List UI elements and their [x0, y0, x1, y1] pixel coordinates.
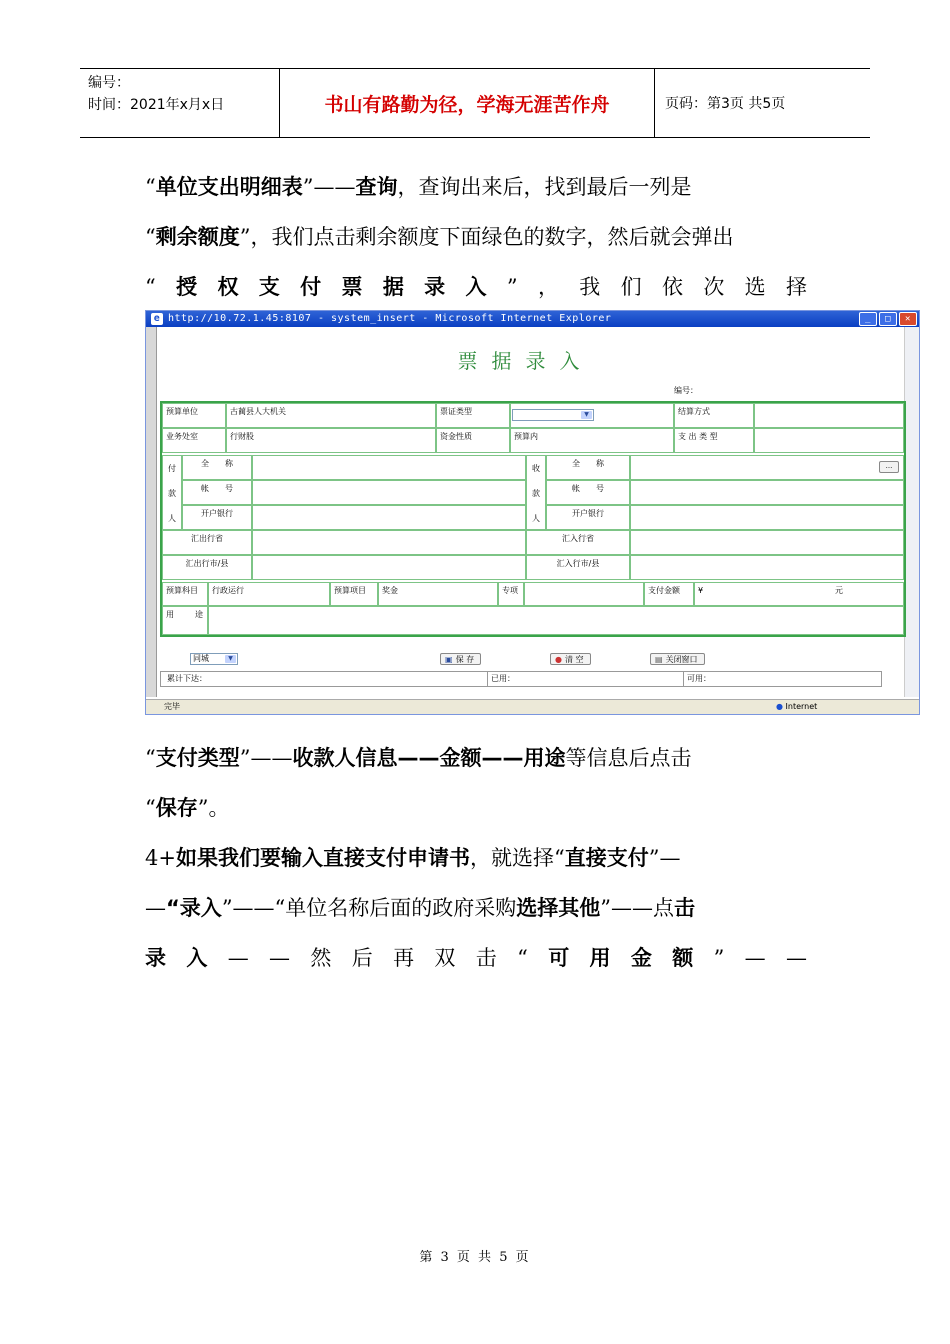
char: 支	[258, 275, 280, 299]
payer-char: 付	[168, 464, 176, 473]
char: 录	[145, 946, 166, 970]
clear-button[interactable]	[550, 653, 591, 665]
payee-char: 款	[532, 489, 540, 498]
voucher-type-cell	[510, 403, 674, 428]
text-run: “	[145, 175, 156, 199]
chevron-down-icon: ▼	[581, 411, 592, 419]
char: 入	[186, 946, 208, 970]
text-line	[145, 783, 807, 833]
special-value[interactable]	[524, 582, 644, 606]
save-button[interactable]	[440, 653, 481, 665]
cumulative-label: 累计下达：	[167, 674, 207, 683]
char: 录	[424, 275, 446, 299]
currency-unit: 元	[835, 586, 843, 595]
minimize-icon[interactable]: _	[859, 312, 877, 326]
bold-run: 单位支出明细表	[155, 175, 303, 199]
payer-char: 人	[168, 514, 176, 523]
purpose-char: 途	[195, 610, 203, 619]
payer-bank-input[interactable]	[252, 505, 526, 530]
save-icon: ▣	[445, 655, 453, 664]
char: 再	[393, 946, 415, 970]
voucher-form	[160, 401, 906, 637]
embedded-screenshot	[145, 310, 920, 715]
department-value[interactable]: 行财股	[226, 428, 436, 453]
text-run: 4+	[145, 846, 176, 870]
serial-label: 编号：	[88, 75, 130, 91]
label-settlement: 结算方式	[674, 403, 754, 428]
maximize-icon[interactable]: □	[879, 312, 897, 326]
payment-amount-input[interactable]	[694, 582, 904, 606]
char: 双	[434, 946, 456, 970]
payee-char: 收	[532, 464, 540, 473]
globe-icon: ●	[776, 702, 783, 711]
label-payer-bank: 开户银行	[182, 505, 252, 530]
label-voucher-type: 票证类型	[436, 403, 510, 428]
budget-subject-value[interactable]: 行政运行	[208, 582, 330, 606]
paragraph-intro	[145, 162, 807, 312]
label-fund-nature: 资金性质	[436, 428, 510, 453]
char: 们	[620, 275, 642, 299]
payer-side-label	[162, 455, 182, 530]
text-line-justified	[145, 262, 807, 312]
status-done: 完毕	[164, 702, 180, 711]
browser-statusbar	[146, 699, 919, 714]
label-payer-name: 全 称	[182, 455, 252, 480]
char: —	[227, 946, 249, 970]
label-payee-bank: 开户银行	[546, 505, 630, 530]
fund-nature-value[interactable]: 预算内	[510, 428, 674, 453]
text-run: ”，我们点击剩余额度下面绿色的数字，然后就会弹出	[239, 225, 734, 249]
available-label: 可用：	[683, 672, 711, 686]
text-run: ”—	[648, 846, 681, 870]
text-run: ”。	[197, 796, 230, 820]
purpose-input[interactable]	[208, 606, 904, 635]
payer-name-input[interactable]	[252, 455, 526, 480]
char: —	[786, 946, 807, 970]
bold-run: 选择其他	[516, 896, 601, 920]
text-line	[145, 733, 807, 783]
label-purpose	[162, 606, 208, 635]
close-icon[interactable]: ✕	[899, 312, 917, 326]
text-line	[145, 833, 807, 883]
char: 票	[341, 275, 363, 299]
char: 然	[310, 946, 332, 970]
paragraph-steps	[145, 733, 807, 983]
char: 击	[475, 946, 497, 970]
char: 选	[744, 275, 766, 299]
char: 付	[300, 275, 322, 299]
payee-bank-input[interactable]	[630, 505, 904, 530]
char: 我	[579, 275, 601, 299]
remit-in-province-input[interactable]	[630, 530, 904, 555]
remit-in-city-input[interactable]	[630, 555, 904, 580]
status-zone-text: Internet	[785, 702, 818, 711]
char: “	[145, 275, 156, 299]
window-controls	[859, 312, 917, 326]
date-label: 时间：2021年x月x日	[88, 97, 225, 113]
payee-side-label	[526, 455, 546, 530]
bold-run: 支付类型	[155, 746, 240, 770]
scrollbar[interactable]	[904, 327, 919, 697]
char: 用	[589, 946, 611, 970]
char: ”	[713, 946, 725, 970]
label-department: 业务处室	[162, 428, 226, 453]
label-budget-unit: 预算单位	[162, 403, 226, 428]
char: 权	[217, 275, 239, 299]
label-payment-amount: 支付金额	[644, 582, 694, 606]
label-remit-out-city: 汇出行市/县	[162, 555, 252, 580]
char: ，	[537, 275, 559, 299]
voucher-type-select[interactable]	[512, 409, 594, 421]
budget-unit-value[interactable]: 古蔺县人大机关	[226, 403, 436, 428]
city-select[interactable]	[190, 653, 238, 665]
remit-out-province-input[interactable]	[252, 530, 526, 555]
save-button-label: 保 存	[455, 655, 475, 664]
char: 可	[548, 946, 570, 970]
bold-run: “录入	[166, 896, 222, 920]
budget-project-value[interactable]: 奖金	[378, 582, 498, 606]
window-title: http://10.72.1.45:8107 - system_insert - Microsoft Internet Explorer	[168, 313, 612, 324]
label-expense-type: 支 出 类 型	[674, 428, 754, 453]
char: 入	[465, 275, 487, 299]
label-payee-account: 帐 号	[546, 480, 630, 505]
text-run: —	[145, 896, 166, 920]
used-label: 已用：	[487, 672, 515, 686]
bold-run: 如果我们要输入直接支付申请书	[175, 846, 470, 870]
label-remit-in-city: 汇入行市/县	[526, 555, 630, 580]
remit-out-city-input[interactable]	[252, 555, 526, 580]
left-frame	[146, 327, 157, 697]
char: —	[269, 946, 291, 970]
city-select-value: 同城	[193, 654, 209, 663]
window-icon: ▤	[655, 655, 663, 664]
clear-icon: ●	[555, 655, 562, 664]
char: 后	[351, 946, 373, 970]
text-line	[145, 162, 807, 212]
bold-run: 直接支付	[564, 846, 649, 870]
text-run: ”——	[302, 175, 356, 199]
text-run: ，就选择“	[469, 846, 565, 870]
char: ”	[506, 275, 518, 299]
char: “	[517, 946, 528, 970]
bold-run: 剩余额度	[155, 225, 240, 249]
header-motto: 书山有路勤为径，学海无涯苦作舟	[280, 69, 655, 137]
text-run: “	[145, 225, 156, 249]
close-window-button-label: 关闭窗口	[665, 655, 698, 664]
text-run: 等信息后点击	[565, 746, 692, 770]
char: 据	[382, 275, 404, 299]
window-titlebar	[146, 311, 919, 327]
text-line	[145, 883, 807, 933]
label-special: 专项	[498, 582, 524, 606]
clear-button-label: 清 空	[564, 655, 584, 664]
purpose-char: 用	[166, 610, 174, 619]
char: 择	[786, 275, 807, 299]
ie-icon: e	[151, 313, 163, 325]
text-run: ”——“单位名称后面的政府采购	[221, 896, 517, 920]
bold-run: 击	[674, 896, 696, 920]
bold-run: 收款人信息——金额——用途	[292, 746, 566, 770]
settlement-value[interactable]	[754, 403, 904, 428]
header-page-number: 页码：第3页 共5页	[665, 96, 786, 112]
payee-name-input[interactable]	[630, 455, 904, 480]
label-budget-subject: 预算科目	[162, 582, 208, 606]
form-title: 票据录入	[457, 349, 594, 373]
label-remit-in-province: 汇入行省	[526, 530, 630, 555]
bold-run: 查询	[355, 175, 398, 199]
text-run: ”——点	[600, 896, 675, 920]
payee-char: 人	[532, 514, 540, 523]
text-line-justified	[145, 933, 807, 983]
char: 金	[630, 946, 652, 970]
label-payer-account: 帐 号	[182, 480, 252, 505]
char: 次	[703, 275, 725, 299]
status-zone	[776, 700, 817, 713]
char: 授	[176, 275, 198, 299]
currency-symbol: ¥	[698, 586, 704, 595]
char: 额	[672, 946, 694, 970]
label-payee-name: 全 称	[546, 455, 630, 480]
label-remit-out-province: 汇出行省	[162, 530, 252, 555]
label-budget-project: 预算项目	[330, 582, 378, 606]
payer-account-input[interactable]	[252, 480, 526, 505]
text-run: ，查询出来后，找到最后一列是	[397, 175, 692, 199]
text-run: “	[145, 796, 156, 820]
char: —	[744, 946, 766, 970]
quota-bar	[160, 671, 882, 687]
text-line	[145, 212, 807, 262]
chevron-down-icon: ▼	[225, 655, 236, 663]
bold-run: 保存	[155, 796, 198, 820]
close-window-button[interactable]	[650, 653, 705, 665]
page-header	[80, 68, 870, 138]
header-meta	[80, 69, 280, 137]
text-run: ”——	[239, 746, 293, 770]
char: 依	[661, 275, 683, 299]
payer-char: 款	[168, 489, 176, 498]
form-serial-label: 编号：	[674, 386, 698, 395]
page-footer: 第 3 页 共 5 页	[419, 1250, 531, 1265]
text-run: “	[145, 746, 156, 770]
expense-type-value[interactable]	[754, 428, 904, 453]
payee-account-input[interactable]	[630, 480, 904, 505]
lookup-button[interactable]: ...	[879, 461, 899, 473]
